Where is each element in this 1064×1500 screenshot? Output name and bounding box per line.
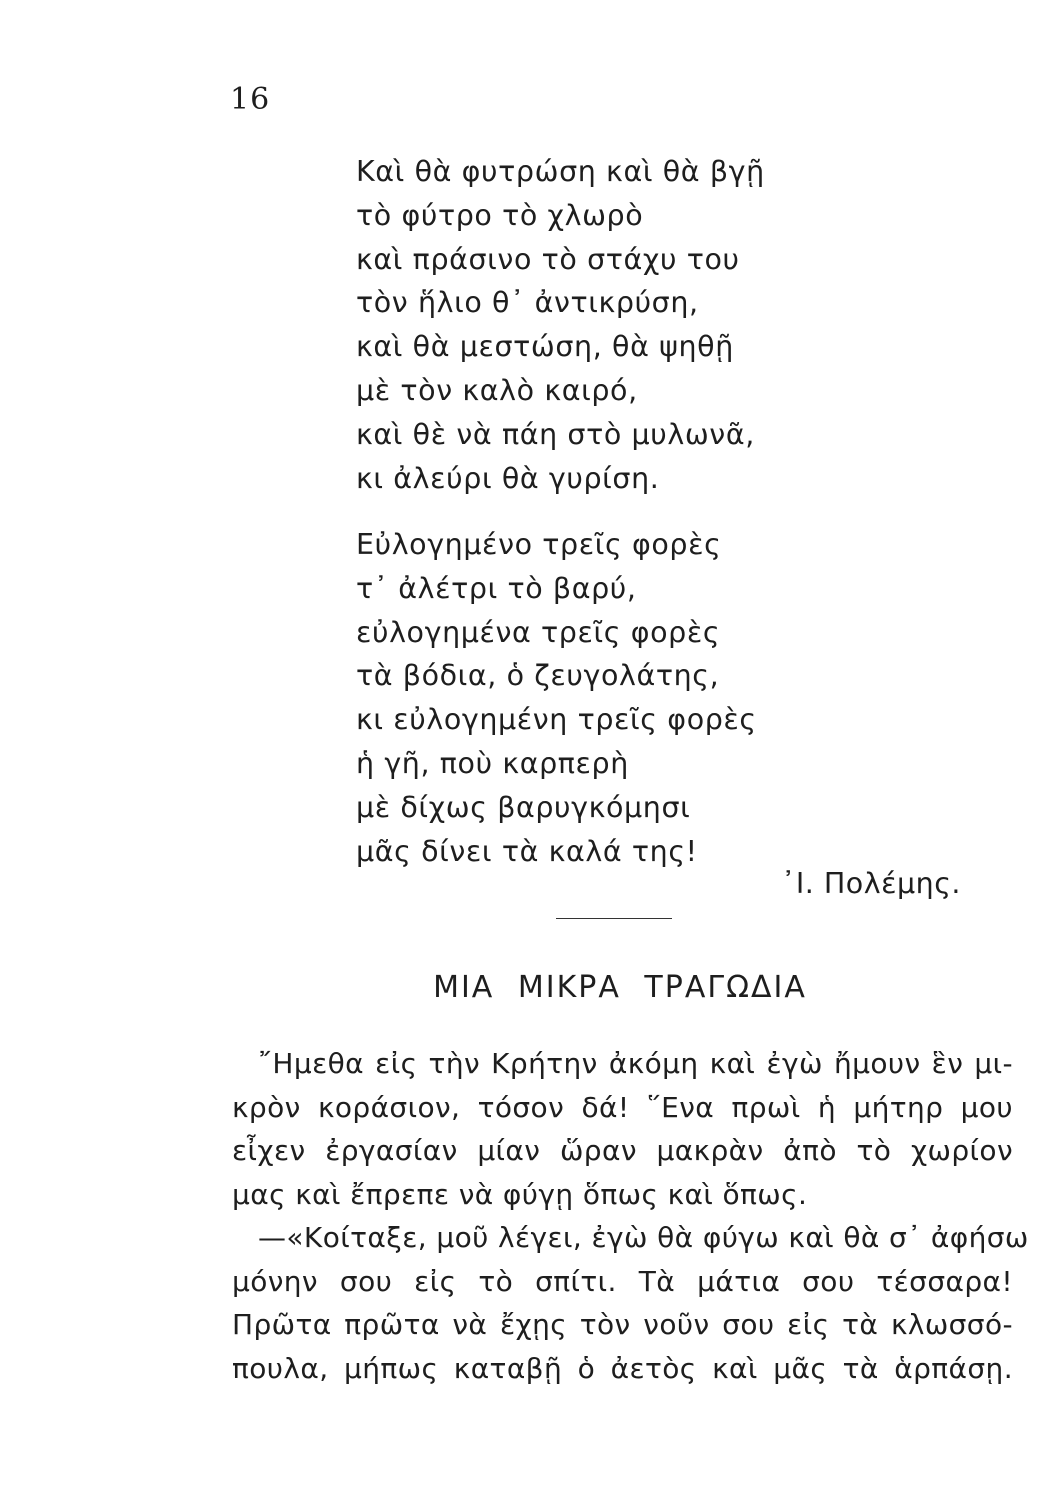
poem-line: μὲ δίχως βαρυγκόμησι (356, 790, 691, 824)
poem-line: τὰ βόδια, ὁ ζευγολάτης, (356, 659, 720, 693)
poem-line: καὶ θὲ νὰ πάη στὸ μυλωνᾶ, (356, 417, 755, 451)
section-separator (556, 918, 672, 919)
poem-line: κι ἀλεύρι θὰ γυρίση. (356, 461, 660, 495)
poem-author-signature: ᾿Ι. Πολέμης. (781, 867, 961, 900)
poem-line: τὸν ἥλιο θ᾿ ἀντικρύση, (356, 286, 699, 320)
poem-stanza-2 (356, 523, 856, 873)
poem-line: Καὶ θὰ φυτρώση καὶ θὰ βγῇ (356, 155, 765, 188)
poem-line: μᾶς δίνει τὰ καλά της! (356, 834, 698, 868)
poem-line: τὸ φύτρο τὸ χλωρὸ (356, 198, 644, 232)
prose-line: κρὸν κοράσιον, τόσον δά! ῞Ενα πρωὶ ἡ μήτηρ μου (232, 1090, 1013, 1124)
prose-line: πουλα, μήπως καταβῇ ὁ ἀετὸς καὶ μᾶς τὰ ἁρπάσῃ. (232, 1351, 1013, 1385)
poem-stanza-1 (356, 150, 856, 500)
poem-line: Εὐλογημένο τρεῖς φορὲς (356, 528, 722, 561)
poem-line: τ᾿ ἀλέτρι τὸ βαρύ, (356, 571, 637, 605)
prose-body (232, 1042, 1029, 1390)
poem-line: ἡ γῆ, ποὺ καρπερὴ (356, 746, 629, 780)
prose-line: Πρῶτα πρῶτα νὰ ἔχῃς τὸν νοῦν σου εἰς τὰ κλωσσό- (232, 1308, 1013, 1341)
poem-line: κι εὐλογημένη τρεῖς φορὲς (356, 703, 757, 737)
page-number: 16 (230, 82, 271, 117)
prose-line: εἶχεν ἐργασίαν μίαν ὥραν μακρὰν ἀπὸ τὸ χωρίον (232, 1134, 1013, 1167)
prose-line: μόνην σου εἰς τὸ σπίτι. Τὰ μάτια σου τέσσαρα! (232, 1264, 1013, 1298)
prose-line: ῎Ημεθα εἰς τὴν Κρήτην ἀκόμη καὶ ἐγὼ ἤμουν ἓν μι- (258, 1047, 1013, 1080)
poem-line: εὐλογημένα τρεῖς φορὲς (356, 615, 721, 649)
poem-line: μὲ τὸν καλὸ καιρό, (356, 373, 638, 407)
section-title: ΜΙΑ ΜΙΚΡΑ ΤΡΑΓΩΔΙΑ (433, 970, 807, 1005)
prose-line: —«Κοίταξε, μοῦ λέγει, ἐγὼ θὰ φύγω καὶ θὰ σ᾿ ἀφήσω (258, 1221, 1029, 1254)
poem-line: καὶ πράσινο τὸ στάχυ του (356, 242, 740, 276)
prose-line: μας καὶ ἔπρεπε νὰ φύγῃ ὅπως καὶ ὅπως. (232, 1177, 808, 1211)
poem-line: καὶ θὰ μεστώση, θὰ ψηθῇ (356, 330, 734, 364)
